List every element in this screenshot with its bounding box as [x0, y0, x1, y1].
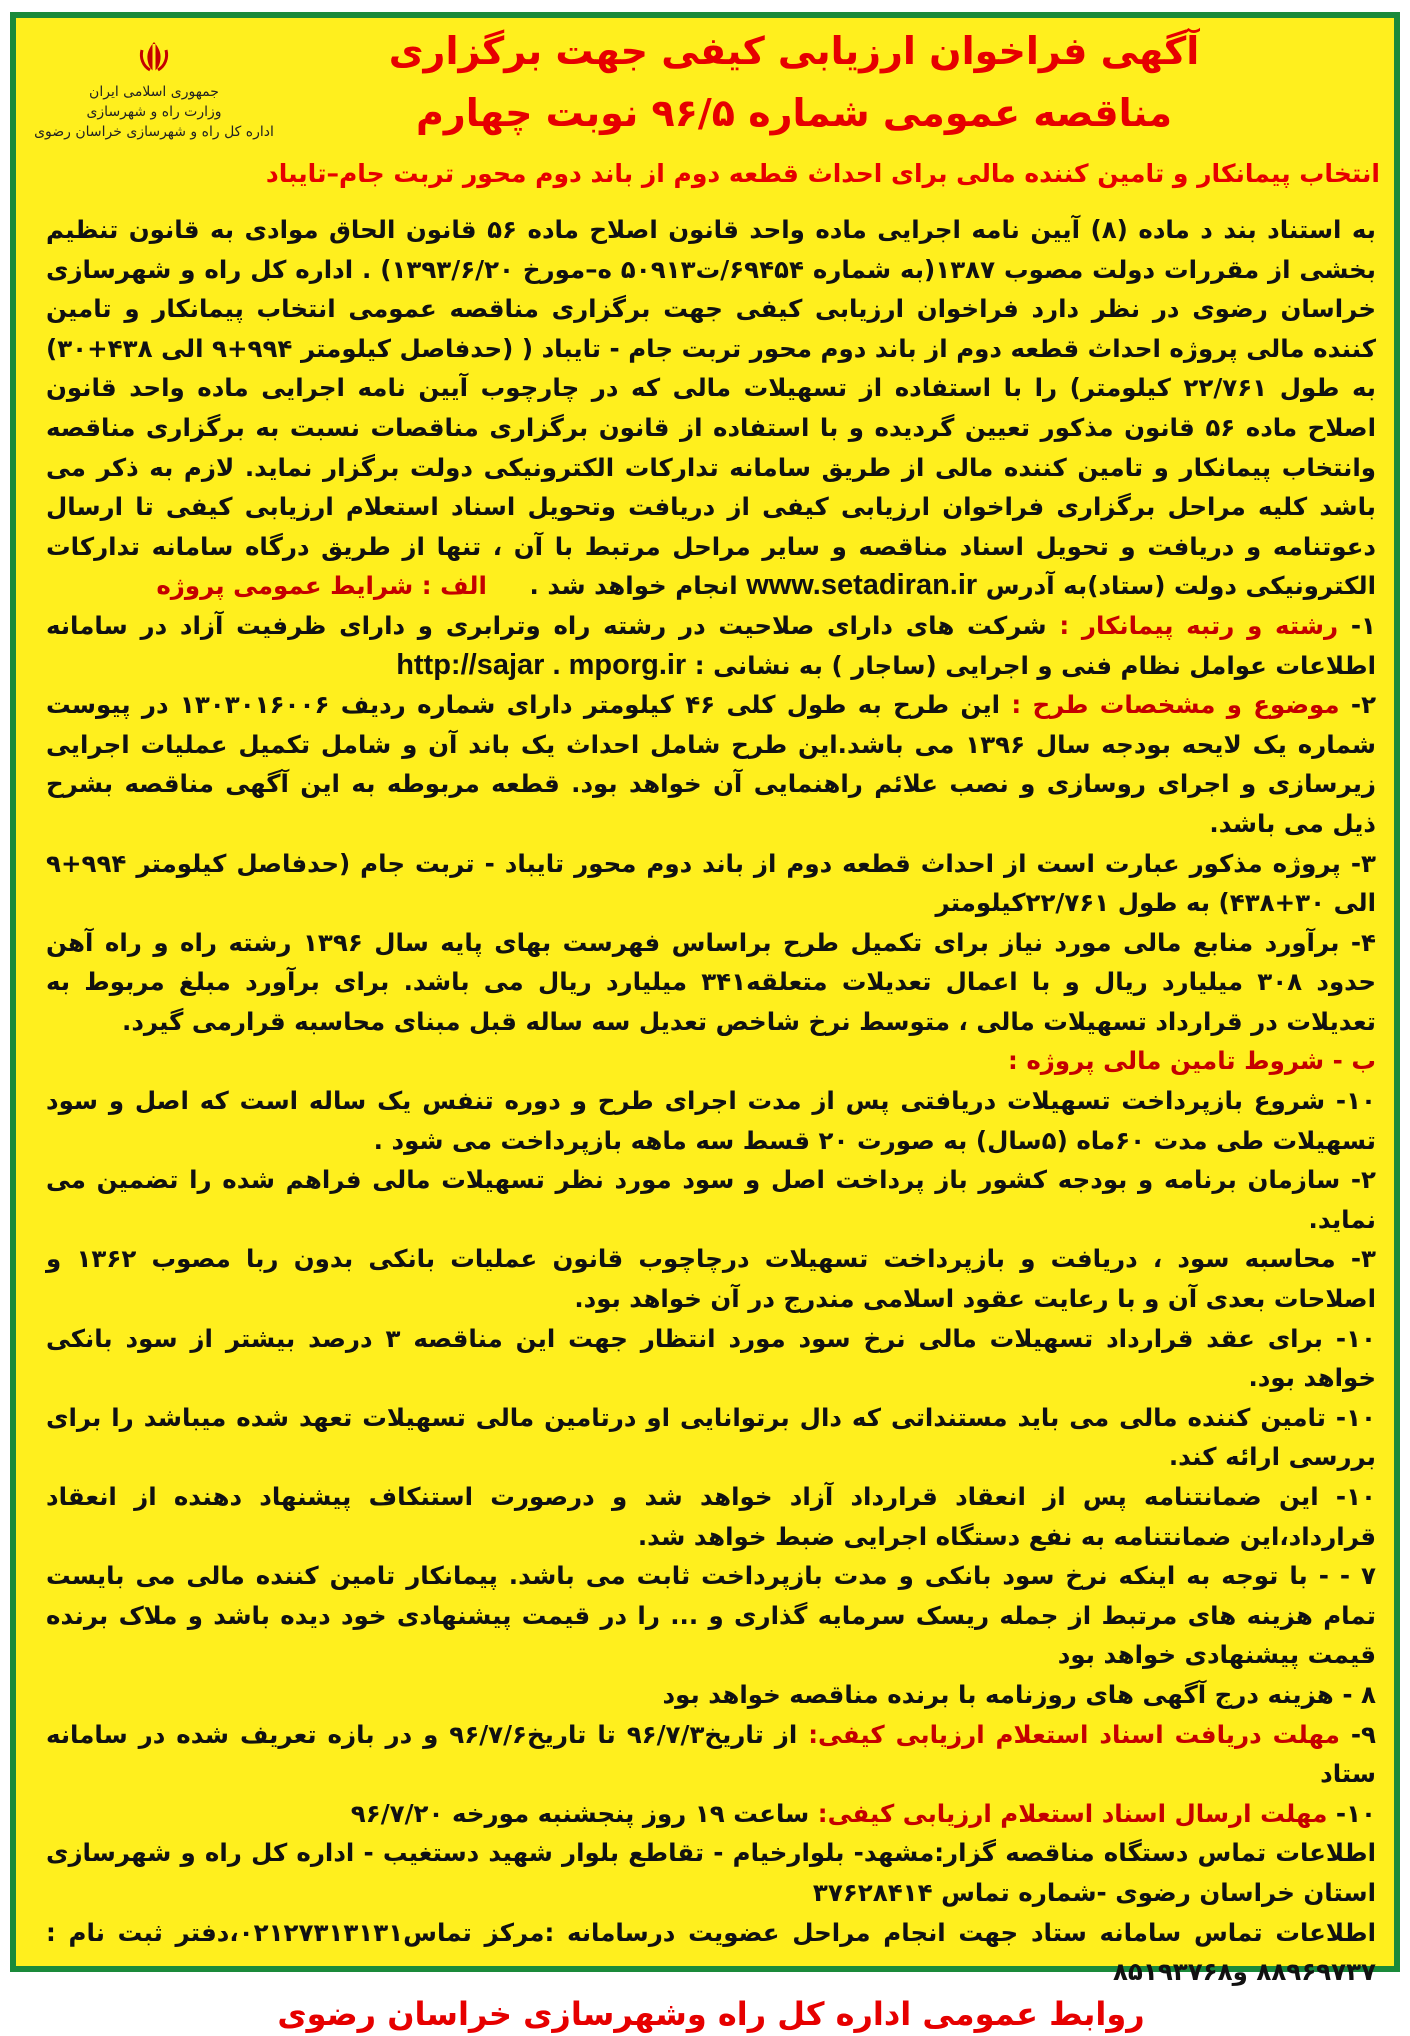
item-number: ۱۰- — [1335, 1482, 1376, 1511]
item-number: ۸ - — [1342, 1679, 1376, 1709]
item-label: مهلت دریافت اسناد استعلام ارزیابی کیفی: — [808, 1719, 1340, 1749]
item-number: ۱- — [1350, 610, 1377, 640]
title-line-1: آگهی فراخوان ارزیابی کیفی جهت برگزاری — [388, 29, 1200, 73]
item-text: شروع بازپرداخت تسهیلات دریافتی پس از مدت اجرای طرح و دوره تنفس یک ساله است که اصل و سود تسهیلات طی مدت ۶۰ماه (۵سال) به صورت ۲۰ قسط سه ماهه بازپرداخت می شود . — [46, 1086, 1376, 1155]
section-b-item-3 — [46, 1239, 1376, 1318]
item-number: ۹- — [1350, 1719, 1376, 1749]
item-number: ۱۰- — [1335, 1798, 1376, 1828]
item-number: ۴- — [1350, 927, 1377, 957]
section-b-item-1 — [46, 1081, 1376, 1160]
item-number: ۳- — [1350, 848, 1376, 878]
intro-paragraph — [46, 210, 1376, 606]
item-text: - با توجه به اینکه نرخ سود بانکی و مدت بازپرداخت ثابت می باشد. پیمانکار تامین کننده مالی می بایست تمام هزینه های مرتبط از جمله ریسک سرمایه گذاری و ... را در قیمت پیشنهادی خود دیده باشد و ملاک برنده قیمت پیشنهادی خواهد بود — [46, 1561, 1376, 1670]
section-b-item-2 — [46, 1160, 1376, 1239]
header — [16, 18, 1394, 203]
announcement-page — [10, 12, 1400, 2033]
item-number: ۱۰- — [1335, 1086, 1376, 1116]
iran-emblem-icon — [134, 38, 174, 78]
announcement-body — [46, 210, 1377, 2033]
section-b-item-9 — [46, 1715, 1376, 1794]
emblem-line-3: اداره کل راه و شهرسازی خراسان رضوی — [34, 124, 274, 140]
setadiran-link[interactable]: www.setadiran.ir — [746, 569, 978, 602]
item-label: رشته و رتبه پیمانکار : — [1059, 610, 1339, 640]
section-b-item-7 — [46, 1556, 1376, 1675]
item-number: ۲- — [1350, 1165, 1377, 1195]
signature: روابط عمومی اداره کل راه وشهرسازی خراسان رضوی — [277, 1994, 1145, 2033]
section-a-item-3 — [46, 844, 1376, 923]
item-number: ۱۰- — [1335, 1402, 1377, 1432]
item-text: هزینه درج آگهی های روزنامه با برنده مناقصه خواهد بود — [662, 1679, 1334, 1709]
section-a-item-1 — [46, 606, 1376, 685]
section-a-item-2 — [46, 685, 1376, 843]
item-text: محاسبه سود ، دریافت و بازپرداخت تسهیلات درچاچوب قانون عملیات بانکی بدون ربا مصوب ۱۳۶۲ و اصلاحات بعدی آن و با رعایت عقود اسلامی مندرج در آن خواهد بود. — [46, 1244, 1376, 1314]
section-a-heading: الف : شرایط عمومی پروژه — [156, 571, 487, 601]
item-label: مهلت ارسال اسناد استعلام ارزیابی کیفی: — [817, 1798, 1328, 1828]
intro-tail: انجام خواهد شد . — [529, 571, 738, 601]
item-text: از تاریخ۹۶/۷/۳ تا تاریخ۹۶/۷/۶ و در بازه تعریف شده در سامانه ستاد — [46, 1719, 1376, 1789]
item-text: برای عقد قرارداد تسهیلات مالی نرخ سود مورد انتظار جهت این مناقصه ۳ درصد بیشتر از سود بانکی خواهد بود. — [46, 1323, 1376, 1393]
item-text: برآورد منابع مالی مورد نیاز برای تکمیل طرح براساس فهرست بهای پایه سال ۱۳۹۶ رشته راه و راه آهن حدود ۳۰۸ میلیارد ریال و با اعمال تعدیلات متعلقه۳۴۱ میلیارد ریال می باشد. برای برآورد مبلغ مربوط به تعدیلات در قرارداد تسهیلات مالی ، متوسط نرخ شاخص تعدیل سه ساله قبل مبنای محاسبه قرارمی گیرد. — [46, 927, 1376, 1036]
title-line-2: مناقصه عمومی شماره ۹۶/۵ نوبت چهارم — [415, 91, 1172, 135]
sajar-link[interactable]: http://sajar . mporg.ir — [396, 648, 687, 681]
item-text: تامین کننده مالی می باید مستنداتی که دال برتوانایی او درتامین مالی تسهیلات تعهد شده میباشد را برای بررسی ارائه کند. — [46, 1402, 1376, 1472]
contact-info-organizer: اطلاعات تماس دستگاه مناقصه گزار:مشهد- بلوارخیام - تقاطع بلوار شهید دستغیب - اداره کل راه و شهرسازی استان خراسان رضوی -شماره تماس ۳۷۶۲۸۴۱۴ — [46, 1838, 1376, 1907]
section-b-item-5 — [46, 1398, 1376, 1477]
item-number: ۷ - — [1339, 1561, 1376, 1591]
title-line-3: انتخاب پیمانکار و تامین کننده مالی برای احداث قطعه دوم از باند دوم محور تربت جام–تایباد — [265, 159, 1380, 188]
item-label: موضوع و مشخصات طرح : — [1011, 690, 1340, 720]
intro-text: به استناد بند د ماده (۸) آیین نامه اجرایی ماده واحد قانون اصلاح ماده ۵۶ قانون الحاق موادی به قانون تنظیم بخشی از مقررات دولت مصوب ۱۳۸۷(به شماره ۶۹۴۵۴/ت۵۰۹۱۳ ه–مورخ ۱۳۹۳/۶/۲۰) . اداره کل راه و شهرسازی خراسان رضوی در نظر دارد فراخوان ارزیابی کیفی جهت برگزاری مناقصه عمومی انتخاب پیمانکار و تامین کننده مالی پروژه احداث قطعه دوم از باند دوم محور تربت جام - تایباد ( (حدفاصل کیلومتر ۹۹۴+۹ الی ۴۳۸+۳۰) به طول ۲۲/۷۶۱ کیلومتر) را با استفاده از تسهیلات مالی که در چارچوب آیین نامه اجرایی ماده واحد قانون اصلاح ماده ۵۶ قانون مذکور تعیین گردیده و با استفاده از قانون برگزاری مناقصات نسبت به برگزاری مناقصه وانتخاب پیمانکار و تامین کننده مالی از طریق سامانه تدارکات الکترونیکی دولت برگزار نماید. لازم به ذکر می باشد کلیه مراحل برگزاری فراخوان ارزیابی کیفی از دریافت وتحویل اسناد استعلام ارزیابی کیفی تا ارسال دعوتنامه و دریافت و تحویل اسناد مناقصه و سایر مراحل مرتبط با آن ، تنها از طریق درگاه سامانه تدارکات الکترونیکی دولت (ستاد)به آدرس — [46, 215, 1377, 601]
item-number: ۳- — [1350, 1244, 1377, 1274]
ministry-emblem-block — [24, 38, 284, 142]
section-b-item-10 — [46, 1794, 1376, 1834]
item-text: پروژه مذکور عبارت است از احداث قطعه دوم از باند دوم محور تایباد - تربت جام (حدفاصل کیلومتر ۹۹۴+۹ الی ۳۰+۴۳۸) به طول ۲۲/۷۶۱کیلومتر — [46, 848, 1376, 918]
item-text: این طرح به طول کلی ۴۶ کیلومتر دارای شماره ردیف ۱۳۰۳۰۱۶۰۰۶ در پیوست شماره یک لایحه بودجه سال ۱۳۹۶ می باشد.این طرح شامل احداث یک باند آن و شامل تکمیل عملیات اجرایی زیرسازی و اجرای روسازی و نصب علائم راهنمایی آن خواهد بود. قطعه مربوطه به این آگهی مناقصه بشرح ذیل می باشد. — [46, 690, 1376, 838]
item-text: شرکت های دارای صلاحیت در رشته راه وترابری و دارای ظرفیت آزاد در سامانه اطلاعات عوامل نظام فنی و اجرایی (ساجار ) به نشانی : — [46, 610, 1376, 680]
item-text: این ضمانتنامه پس از انعقاد قرارداد آزاد خواهد شد و درصورت استنکاف پیشنهاد دهنده از انعقاد قرارداد،این ضمانتنامه به نفع دستگاه اجرایی ضبط خواهد شد. — [46, 1482, 1376, 1551]
emblem-line-1: جمهوری اسلامی ایران — [89, 84, 219, 100]
item-text: ساعت ۱۹ روز پنجشنبه مورخه ۹۶/۷/۲۰ — [350, 1798, 810, 1828]
item-number: ۲- — [1350, 690, 1377, 720]
item-number: ۱۰- — [1335, 1323, 1376, 1353]
section-b-item-4 — [46, 1319, 1376, 1398]
section-b-item-6 — [46, 1477, 1376, 1556]
section-b-item-8 — [46, 1675, 1376, 1715]
emblem-line-2: وزارت راه و شهرسازی — [86, 104, 222, 120]
section-a-item-4 — [46, 923, 1376, 1042]
section-b-heading: ب - شروط تامین مالی پروژه : — [1008, 1046, 1376, 1076]
item-text: سازمان برنامه و بودجه کشور باز پرداخت اصل و سود مورد نظر تسهیلات مالی فراهم شده را تضمین می نماید. — [46, 1165, 1376, 1234]
contact-info-setad: اطلاعات تماس سامانه ستاد جهت انجام مراحل عضویت درسامانه :مرکز تماس۰۲۱۲۷۳۱۳۱۳۱،دفتر ثبت نام : ۸۸۹۶۹۷۳۷ و۸۵۱۹۳۷۶۸ — [46, 1917, 1376, 1987]
